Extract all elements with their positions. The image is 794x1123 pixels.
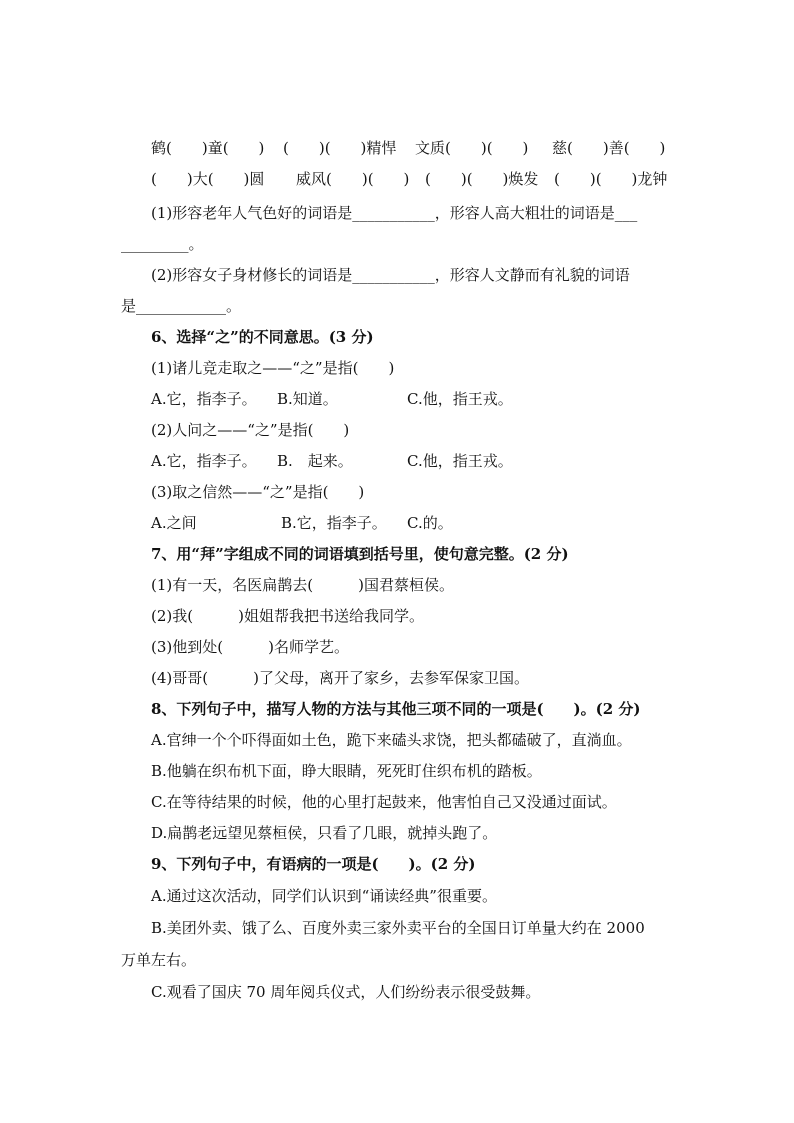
option-b: B.它，指李子。	[281, 514, 387, 532]
q9-option-c	[0, 980, 794, 1004]
question-text: (2)我( )姐姐帮我把书送给我同学。	[151, 607, 424, 625]
q5-2-line-2	[0, 294, 794, 318]
idiom-blank: 鹤( )童( )	[151, 139, 265, 157]
question-title: 7、用“拜”字组成不同的词语填到括号里，使句意完整。(2 分)	[151, 545, 569, 563]
question-text: (3)他到处( )名师学艺。	[151, 638, 349, 656]
option-a: A.通过这次活动，同学们认识到“诵读经典”很重要。	[151, 887, 497, 905]
q6-sub-1-options	[0, 387, 794, 411]
q8-title	[0, 697, 794, 721]
question-text: (1)诸儿竞走取之——“之”是指( )	[151, 359, 395, 377]
q7-item	[0, 635, 794, 659]
q6-sub-2	[0, 418, 794, 442]
q9-option-b-line-1	[0, 916, 794, 940]
question-text: (2)形容女子身材修长的词语是___________，形容人文静而有礼貌的词语	[151, 266, 630, 284]
option-b: B.他躺在织布机下面，睁大眼睛，死死盯住织布机的踏板。	[151, 762, 542, 780]
question-text: 是____________。	[121, 297, 242, 315]
q9-option-b-line-2	[0, 948, 794, 972]
idiom-blank: 文质( )( )	[415, 139, 529, 157]
question-text: (4)哥哥( )了父母，离开了家乡，去参军保家卫国。	[151, 669, 529, 687]
q7-item	[0, 573, 794, 597]
idiom-blank: 威风( )( )	[296, 170, 410, 188]
q8-option	[0, 759, 794, 783]
question-text: _________。	[121, 235, 204, 253]
idiom-row-1	[0, 136, 794, 160]
q7-title	[0, 542, 794, 566]
q5-1-line-2	[0, 232, 794, 256]
question-text: (1)形容老年人气色好的词语是___________，形容人高大粗壮的词语是___	[151, 204, 638, 222]
idiom-row-2	[0, 167, 794, 191]
question-title: 8、下列句子中，描写人物的方法与其他三项不同的一项是( )。(2 分)	[151, 700, 641, 718]
q9-option-a	[0, 884, 794, 908]
option-c: C.他，指王戎。	[407, 390, 513, 408]
idiom-blank: ( )( )焕发	[425, 170, 539, 188]
option-c: C.在等待结果的时候，他的心里打起鼓来，他害怕自己又没通过面试。	[151, 793, 617, 811]
idiom-blank: ( )( )精悍	[283, 139, 397, 157]
question-text: (2)人问之——“之”是指( )	[151, 421, 350, 439]
q8-option	[0, 821, 794, 845]
q6-sub-2-options	[0, 449, 794, 473]
q8-option	[0, 790, 794, 814]
option-a: A.它，指李子。	[151, 390, 257, 408]
option-d: D.扁鹊老远望见蔡桓侯，只看了几眼，就掉头跑了。	[151, 824, 498, 842]
option-b: B. 起来。	[277, 452, 353, 470]
option-c: C.观看了国庆 70 周年阅兵仪式，人们纷纷表示很受鼓舞。	[151, 983, 541, 1001]
question-title: 6、选择“之”的不同意思。(3 分)	[151, 328, 374, 346]
q5-2-line-1	[0, 263, 794, 287]
question-title: 9、下列句子中，有语病的一项是( )。(2 分)	[151, 855, 476, 873]
question-text: (1)有一天，名医扁鹊去( )国君蔡桓侯。	[151, 576, 454, 594]
q6-sub-3-options	[0, 511, 794, 535]
q5-1-line-1	[0, 201, 794, 225]
option-b: B.知道。	[277, 390, 338, 408]
q9-title	[0, 852, 794, 876]
option-b-continued: 万单左右。	[121, 951, 197, 969]
idiom-blank: ( )( )龙钟	[554, 170, 668, 188]
option-b: B.美团外卖、饿了么、百度外卖三家外卖平台的全国日订单量大约在 2000	[151, 919, 645, 937]
option-c: C.他，指王戎。	[407, 452, 513, 470]
q8-option	[0, 728, 794, 752]
idiom-blank: 慈( )善( )	[552, 139, 666, 157]
q6-sub-3	[0, 480, 794, 504]
q6-sub-1	[0, 356, 794, 380]
option-c: C.的。	[407, 514, 453, 532]
option-a: A.官绅一个个吓得面如土色，跪下来磕头求饶，把头都磕破了，直淌血。	[151, 731, 632, 749]
idiom-blank: ( )大( )圆	[151, 170, 265, 188]
q7-item	[0, 604, 794, 628]
q7-item	[0, 666, 794, 690]
question-text: (3)取之信然——“之”是指( )	[151, 483, 365, 501]
option-a: A.之间	[151, 514, 197, 532]
q6-title	[0, 325, 794, 349]
option-a: A.它，指李子。	[151, 452, 257, 470]
